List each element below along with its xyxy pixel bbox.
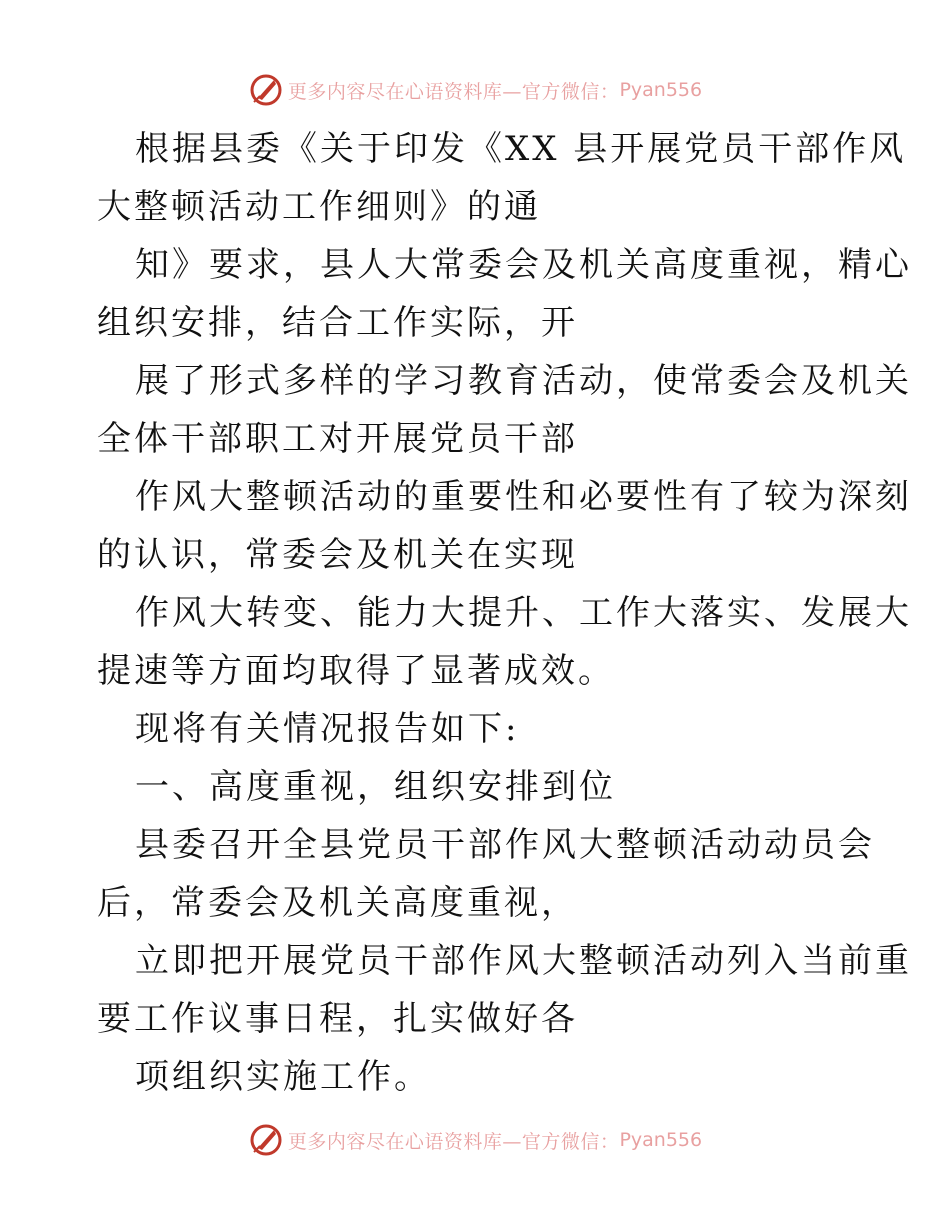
banner-wechat-label: 官方微信： (521, 80, 620, 103)
text-line: 提速等方面均取得了显著成效。 (97, 651, 615, 691)
quill-pen-logo-icon (248, 1122, 284, 1158)
text-line: 作风大转变、能力大提升、工作大落实、发展大 (135, 593, 912, 633)
text-line: 立即把开展党员干部作风大整顿活动列入当前重 (135, 941, 912, 981)
text-line: 大整顿活动工作细则》的通 (97, 187, 541, 227)
text-line: 作风大整顿活动的重要性和必要性有了较为深刻 (135, 477, 912, 517)
banner-text: 更多内容尽在心语资料库— (287, 1130, 522, 1153)
text-line: 全体干部职工对开展党员干部 (97, 419, 578, 459)
text-line: 要工作议事日程，扎实做好各 (97, 999, 578, 1039)
banner-wechat-label: 官方微信： (521, 1130, 620, 1153)
banner-text: 更多内容尽在心语资料库— (287, 80, 522, 103)
header-watermark-banner (0, 70, 950, 110)
text-line: 县委召开全县党员干部作风大整顿活动动员会 (135, 825, 875, 865)
footer-watermark-banner (0, 1120, 950, 1160)
section-heading: 一、高度重视，组织安排到位 (135, 767, 616, 807)
text-line: 组织安排，结合工作实际，开 (97, 303, 578, 343)
text-line: 现将有关情况报告如下: (135, 709, 520, 749)
text-line: 知》要求，县人大常委会及机关高度重视，精心 (135, 245, 912, 285)
banner-wechat-id: Pyan556 (619, 79, 703, 101)
document-body (97, 120, 912, 1106)
text-line: 根据县委《关于印发《XX 县开展党员干部作风 (135, 129, 907, 169)
text-line: 的认识，常委会及机关在实现 (97, 535, 578, 575)
banner-wechat-id: Pyan556 (619, 1129, 703, 1151)
quill-pen-logo-icon (248, 72, 284, 108)
text-line: 展了形式多样的学习教育活动，使常委会及机关 (135, 361, 912, 401)
text-line: 项组织实施工作。 (135, 1057, 431, 1097)
text-line: 后，常委会及机关高度重视， (97, 883, 578, 923)
